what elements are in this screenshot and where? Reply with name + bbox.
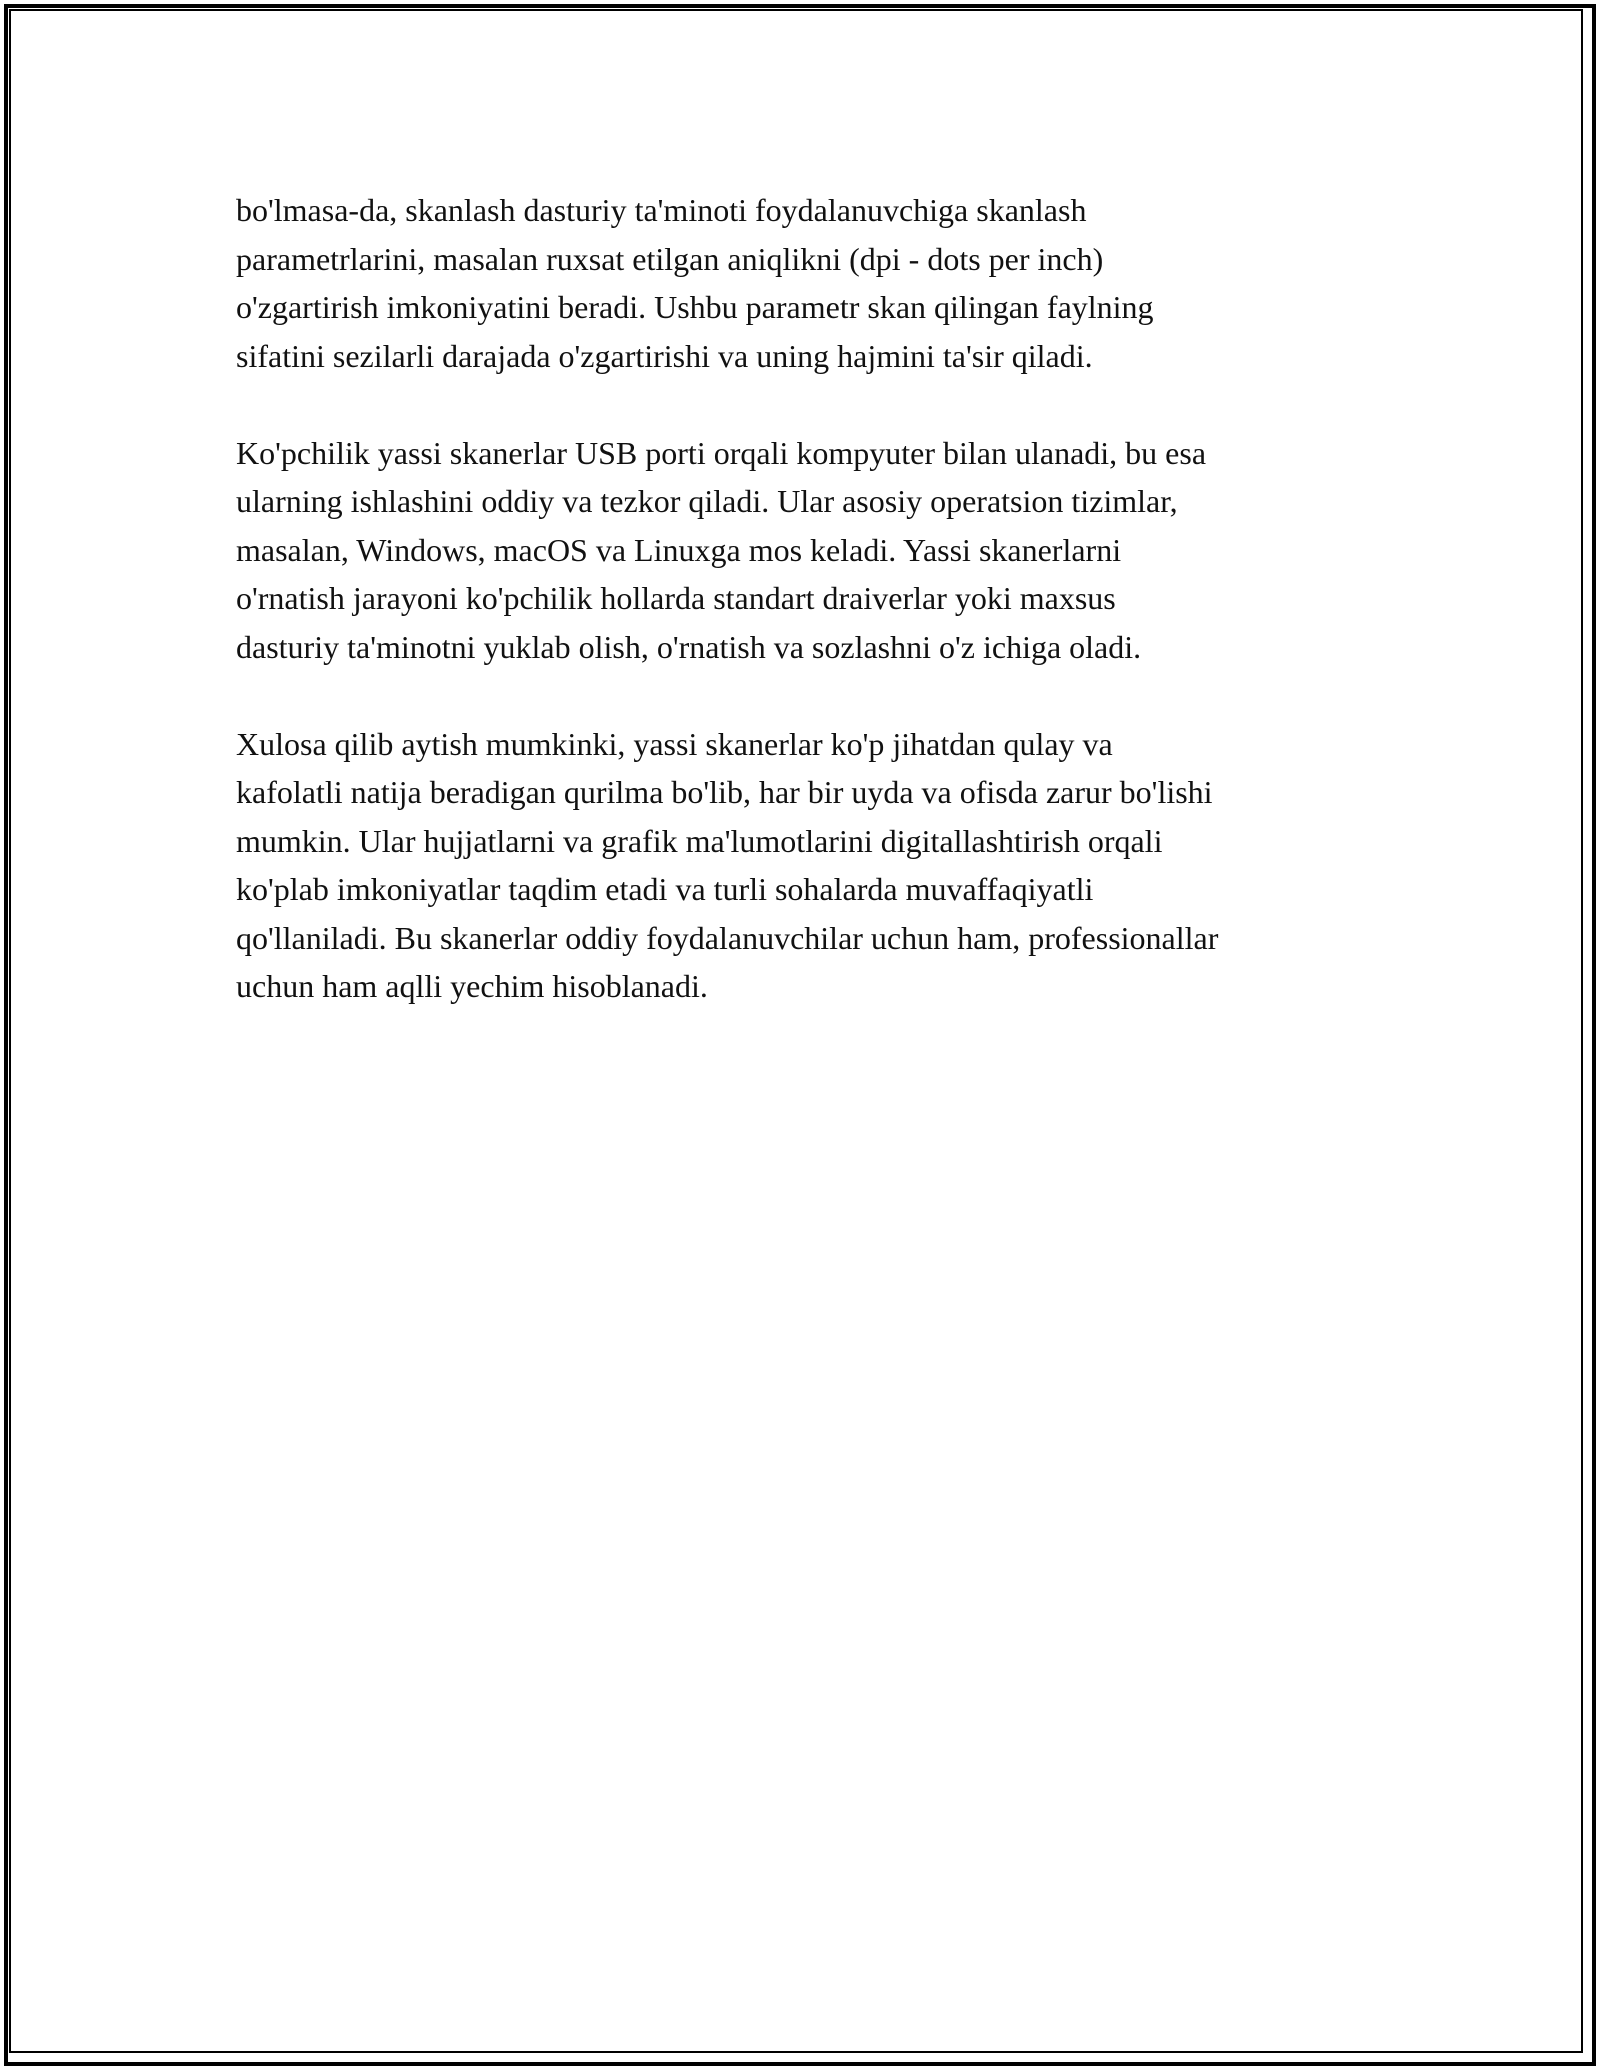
- text-line: parametrlarini, masalan ruxsat etilgan aniqlikni (dpi - dots per inch): [236, 240, 1104, 277]
- paragraph-1: [236, 186, 1386, 380]
- text-line: sifatini sezilarli darajada o'zgartirishi va uning hajmini ta'sir qiladi.: [236, 337, 1093, 374]
- paragraph-2: [236, 429, 1386, 672]
- text-line: masalan, Windows, macOS va Linuxga mos keladi. Yassi skanerlarni: [236, 531, 1122, 568]
- text-line: mumkin. Ular hujjatlarni va grafik ma'lumotlarini digitallashtirish orqali: [236, 822, 1163, 859]
- text-line: bo'lmasa-da, skanlash dasturiy ta'minoti foydalanuvchiga skanlash: [236, 192, 1087, 228]
- text-line: dasturiy ta'minotni yuklab olish, o'rnatish va sozlashni o'z ichiga oladi.: [236, 628, 1142, 665]
- text-line: ko'plab imkoniyatlar taqdim etadi va turli sohalarda muvaffaqiyatli: [236, 871, 1094, 907]
- paragraph-3: [236, 720, 1386, 1011]
- text-line: o'zgartirish imkoniyatini beradi. Ushbu parametr skan qilingan faylning: [236, 289, 1154, 325]
- text-line: qo'llaniladi. Bu skanerlar oddiy foydalanuvchilar uchun ham, professionallar: [236, 919, 1219, 956]
- text-line: Xulosa qilib aytish mumkinki, yassi skanerlar ko'p jihatdan qulay va: [236, 725, 1113, 762]
- text-line: kafolatli natija beradigan qurilma bo'lib, har bir uyda va ofisda zarur bo'lishi: [236, 774, 1213, 810]
- text-line: o'rnatish jarayoni ko'pchilik hollarda standart draiverlar yoki maxsus: [236, 580, 1116, 616]
- document-body: [236, 186, 1386, 1059]
- text-line: ularning ishlashini oddiy va tezkor qiladi. Ular asosiy operatsion tizimlar,: [236, 483, 1178, 519]
- text-line: Ko'pchilik yassi skanerlar USB porti orqali kompyuter bilan ulanadi, bu esa: [236, 434, 1207, 471]
- text-line: uchun ham aqlli yechim hisoblanadi.: [236, 968, 708, 1004]
